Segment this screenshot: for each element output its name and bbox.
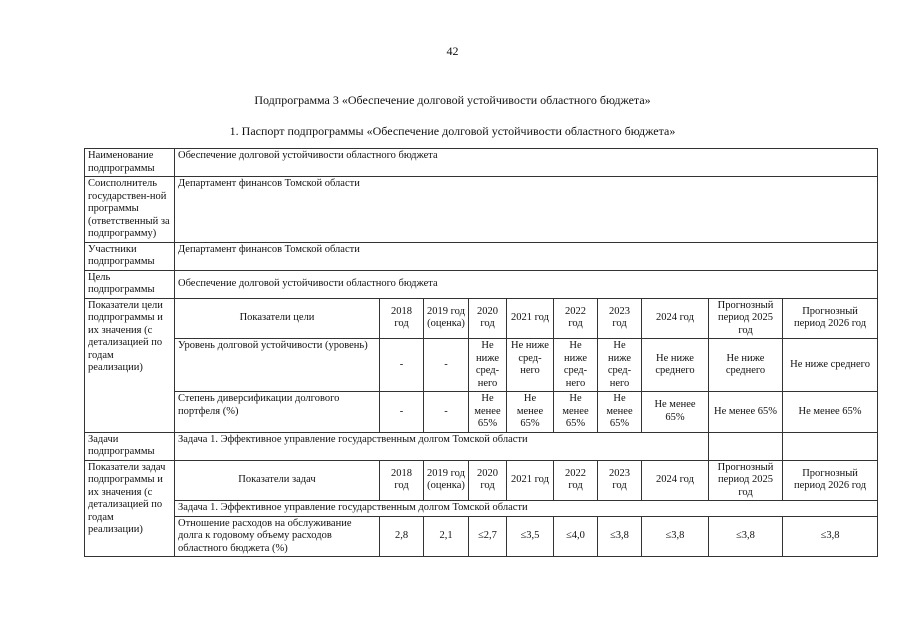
column-header: 2024 год (642, 460, 709, 501)
row-label: Показатели задач подпрограммы и их значения (с детализацией по годам реализации) (85, 460, 175, 557)
table-cell: - (380, 392, 424, 433)
table-row (85, 339, 878, 392)
table-row (85, 392, 878, 433)
subprogram-title: Подпрограмма 3 «Обеспечение долговой устойчивости областного бюджета» (254, 93, 651, 107)
table-cell: Не менее 65% (642, 392, 709, 433)
table-cell: - (380, 339, 424, 392)
table-row (85, 432, 878, 460)
row-label: Участники подпрограммы (85, 242, 175, 270)
table-row (85, 298, 878, 339)
row-label: Наименование подпрограммы (85, 149, 175, 177)
column-header: 2023 год (598, 298, 642, 339)
column-header: 2019 год (оценка) (424, 460, 469, 501)
passport-title: 1. Паспорт подпрограммы «Обеспечение долговой устойчивости областного бюджета» (229, 124, 676, 138)
table-cell: Не менее 65% (598, 392, 642, 433)
table-cell: Не менее 65% (783, 392, 878, 433)
column-header: 2022 год (554, 298, 598, 339)
column-header: 2024 год (642, 298, 709, 339)
table-cell: Не ниже среднего (642, 339, 709, 392)
table-cell: 2,8 (380, 516, 424, 557)
table-cell: Не ниже сред-него (469, 339, 507, 392)
table-cell: Не менее 65% (554, 392, 598, 433)
passport-table (84, 148, 878, 557)
table-row (85, 149, 878, 177)
table-cell: 2,1 (424, 516, 469, 557)
table-cell: ≤3,8 (709, 516, 783, 557)
column-header: 2020 год (469, 460, 507, 501)
table-row (85, 242, 878, 270)
table-row (85, 460, 878, 501)
row-value: Обеспечение долговой устойчивости областного бюджета (175, 270, 878, 298)
indicator-name: Степень диверсификации долгового портфеля (%) (175, 392, 380, 433)
row-label: Соисполнитель государствен-ной программы (ответственный за подпрограмму) (85, 177, 175, 243)
row-value: Департамент финансов Томской области (175, 177, 878, 243)
table-cell: ≤3,8 (598, 516, 642, 557)
table-cell: Не ниже среднего (783, 339, 878, 392)
column-header: Прогнозный период 2026 год (783, 298, 878, 339)
table-cell: ≤2,7 (469, 516, 507, 557)
column-header: 2021 год (507, 460, 554, 501)
column-header: 2018 год (380, 460, 424, 501)
table-cell: ≤3,8 (642, 516, 709, 557)
table-cell (783, 432, 878, 460)
row-label: Цель подпрограммы (85, 270, 175, 298)
column-header: 2021 год (507, 298, 554, 339)
column-header: 2020 год (469, 298, 507, 339)
column-header: Показатели задач (175, 460, 380, 501)
table-row (85, 270, 878, 298)
table-cell: Не ниже среднего (709, 339, 783, 392)
table-row (85, 516, 878, 557)
indicator-name: Уровень долговой устойчивости (уровень) (175, 339, 380, 392)
table-row (85, 177, 878, 243)
table-cell: Не менее 65% (709, 392, 783, 433)
table-cell: - (424, 339, 469, 392)
column-header: Прогнозный период 2026 год (783, 460, 878, 501)
table-cell: ≤3,8 (783, 516, 878, 557)
indicator-name: Отношение расходов на обслуживание долга к годовому объему расходов областного бюджета (%) (175, 516, 380, 557)
table-cell: Не менее 65% (469, 392, 507, 433)
column-header: Прогнозный период 2025 год (709, 298, 783, 339)
table-cell: Не менее 65% (507, 392, 554, 433)
table-cell: Не ниже сред-него (507, 339, 554, 392)
page-number: 42 (446, 44, 459, 58)
column-header: Показатели цели (175, 298, 380, 339)
table-cell: Не ниже сред-него (598, 339, 642, 392)
row-value: Обеспечение долговой устойчивости областного бюджета (175, 149, 878, 177)
row-value: Департамент финансов Томской области (175, 242, 878, 270)
column-header: 2019 год (оценка) (424, 298, 469, 339)
column-header: 2022 год (554, 460, 598, 501)
task-subheader: Задача 1. Эффективное управление государственным долгом Томской области (175, 501, 878, 517)
column-header: 2018 год (380, 298, 424, 339)
table-cell: ≤4,0 (554, 516, 598, 557)
row-label: Показатели цели подпрограммы и их значения (с детализацией по годам реализации) (85, 298, 175, 432)
task-title: Задача 1. Эффективное управление государственным долгом Томской области (175, 432, 709, 460)
table-cell: Не ниже сред-него (554, 339, 598, 392)
table-cell: - (424, 392, 469, 433)
table-cell: ≤3,5 (507, 516, 554, 557)
column-header: Прогнозный период 2025 год (709, 460, 783, 501)
table-cell (709, 432, 783, 460)
row-label: Задачи подпрограммы (85, 432, 175, 460)
table-row (85, 501, 878, 517)
column-header: 2023 год (598, 460, 642, 501)
